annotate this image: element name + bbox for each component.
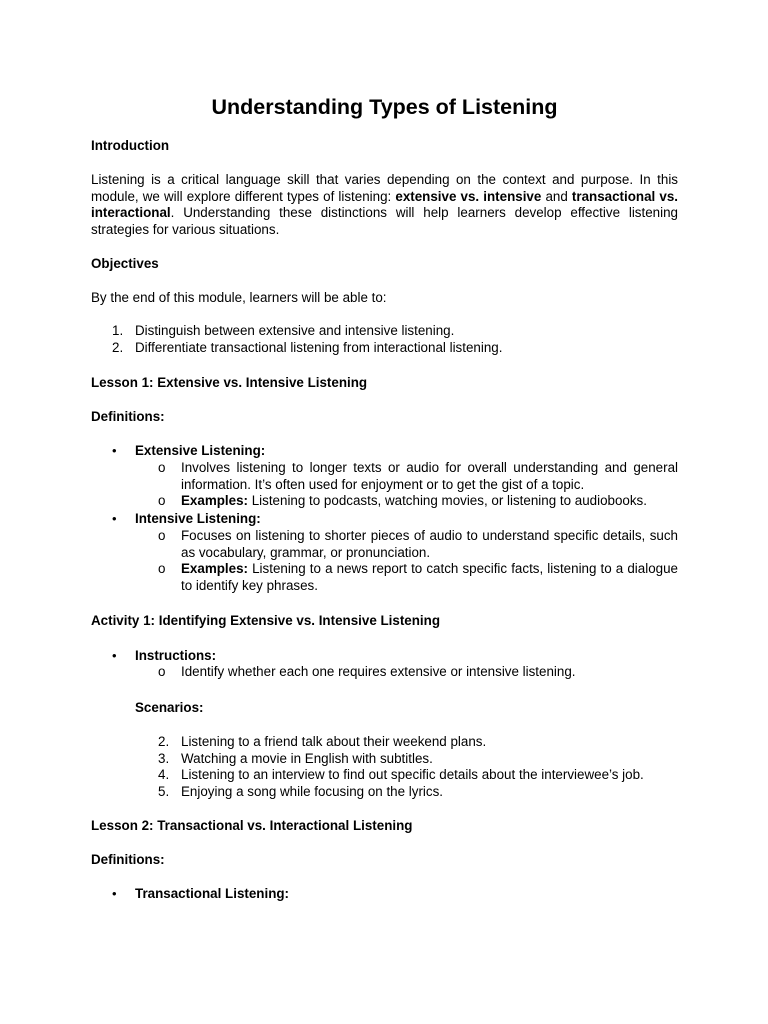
bullet-icon: • [112, 886, 117, 901]
lesson2-heading: Lesson 2: Transactional vs. Interactional Listening [91, 818, 413, 833]
introduction-bold-1: extensive vs. intensive [395, 188, 542, 204]
introduction-text-3: . Understanding these distinctions will help learners develop effective listening strategies for various situations. [91, 205, 678, 237]
intensive-listening-label: Intensive Listening: [135, 511, 261, 526]
examples-text: Listening to podcasts, watching movies, or listening to audiobooks. [248, 493, 647, 508]
list-item-text: Listening to an interview to find out specific details about the interviewee’s job. [181, 767, 644, 782]
examples-label: Examples: [181, 561, 248, 576]
scenarios-label: Scenarios: [135, 700, 204, 715]
introduction-heading: Introduction [91, 138, 170, 153]
extensive-description: Involves listening to longer texts or audio for overall understanding and general information. It’s often used for enjoyment or to get the gist of a topic. [181, 460, 678, 492]
list-item-text: Differentiate transactional listening from interactional listening. [135, 339, 503, 355]
activity1-heading: Activity 1: Identifying Extensive vs. Intensive Listening [91, 613, 440, 628]
examples-text: Listening to a news report to catch specific facts, listening to a dialogue to identify key phrases. [181, 561, 678, 593]
list-item [91, 734, 678, 751]
sub-bullet-icon: o [158, 561, 166, 576]
bullet-icon: • [112, 648, 117, 663]
sub-bullet-icon: o [158, 493, 166, 508]
list-item [91, 784, 678, 801]
list-item [91, 323, 678, 340]
intensive-examples [181, 561, 678, 594]
examples-label: Examples: [181, 493, 248, 508]
document-title: Understanding Types of Listening [211, 95, 558, 119]
extensive-examples [181, 493, 678, 510]
lesson2-definitions-heading: Definitions: [91, 852, 165, 867]
introduction-bold-2: transactional vs. interactional [91, 188, 678, 220]
list-item-text: Enjoying a song while focusing on the lyrics. [181, 783, 444, 799]
sub-bullet-icon: o [158, 460, 166, 475]
objectives-heading: Objectives [91, 256, 159, 271]
list-number: 5. [158, 783, 170, 799]
list-number: 1. [112, 323, 124, 338]
sub-bullet-icon: o [158, 528, 166, 543]
bullet-icon: • [112, 511, 117, 526]
list-item-text: Watching a movie in English with subtitles. [181, 750, 433, 766]
sub-bullet-icon: o [158, 664, 166, 679]
transactional-listening-label: Transactional Listening: [135, 886, 290, 901]
list-number: 4. [158, 767, 170, 782]
introduction-text-2: and [541, 188, 572, 204]
list-number: 3. [158, 750, 170, 766]
list-item [91, 751, 678, 768]
list-number: 2. [112, 339, 124, 355]
introduction-paragraph [91, 172, 678, 238]
intensive-description: Focuses on listening to shorter pieces of audio to understand specific details, such as vocabulary, grammar, or pronunciation. [181, 528, 678, 560]
introduction-text-1: Listening is a critical language skill that varies depending on the context and purpose. In this module, we will explore different types of listening: [91, 172, 678, 204]
scenarios-list [91, 734, 678, 800]
instructions-label: Instructions: [135, 648, 217, 663]
list-item-text: Distinguish between extensive and intensive listening. [135, 323, 455, 338]
lesson1-heading: Lesson 1: Extensive vs. Intensive Listening [91, 375, 368, 390]
instructions-text: Identify whether each one requires extensive or intensive listening. [181, 664, 576, 679]
objectives-list [91, 323, 678, 356]
objectives-intro: By the end of this module, learners will be able to: [91, 290, 387, 305]
extensive-listening-label: Extensive Listening: [135, 443, 266, 458]
bullet-icon: • [112, 443, 117, 458]
list-item [91, 767, 678, 784]
list-item [91, 340, 678, 357]
list-item-text: Listening to a friend talk about their weekend plans. [181, 734, 487, 749]
lesson1-definitions-heading: Definitions: [91, 409, 165, 424]
list-number: 2. [158, 734, 170, 749]
